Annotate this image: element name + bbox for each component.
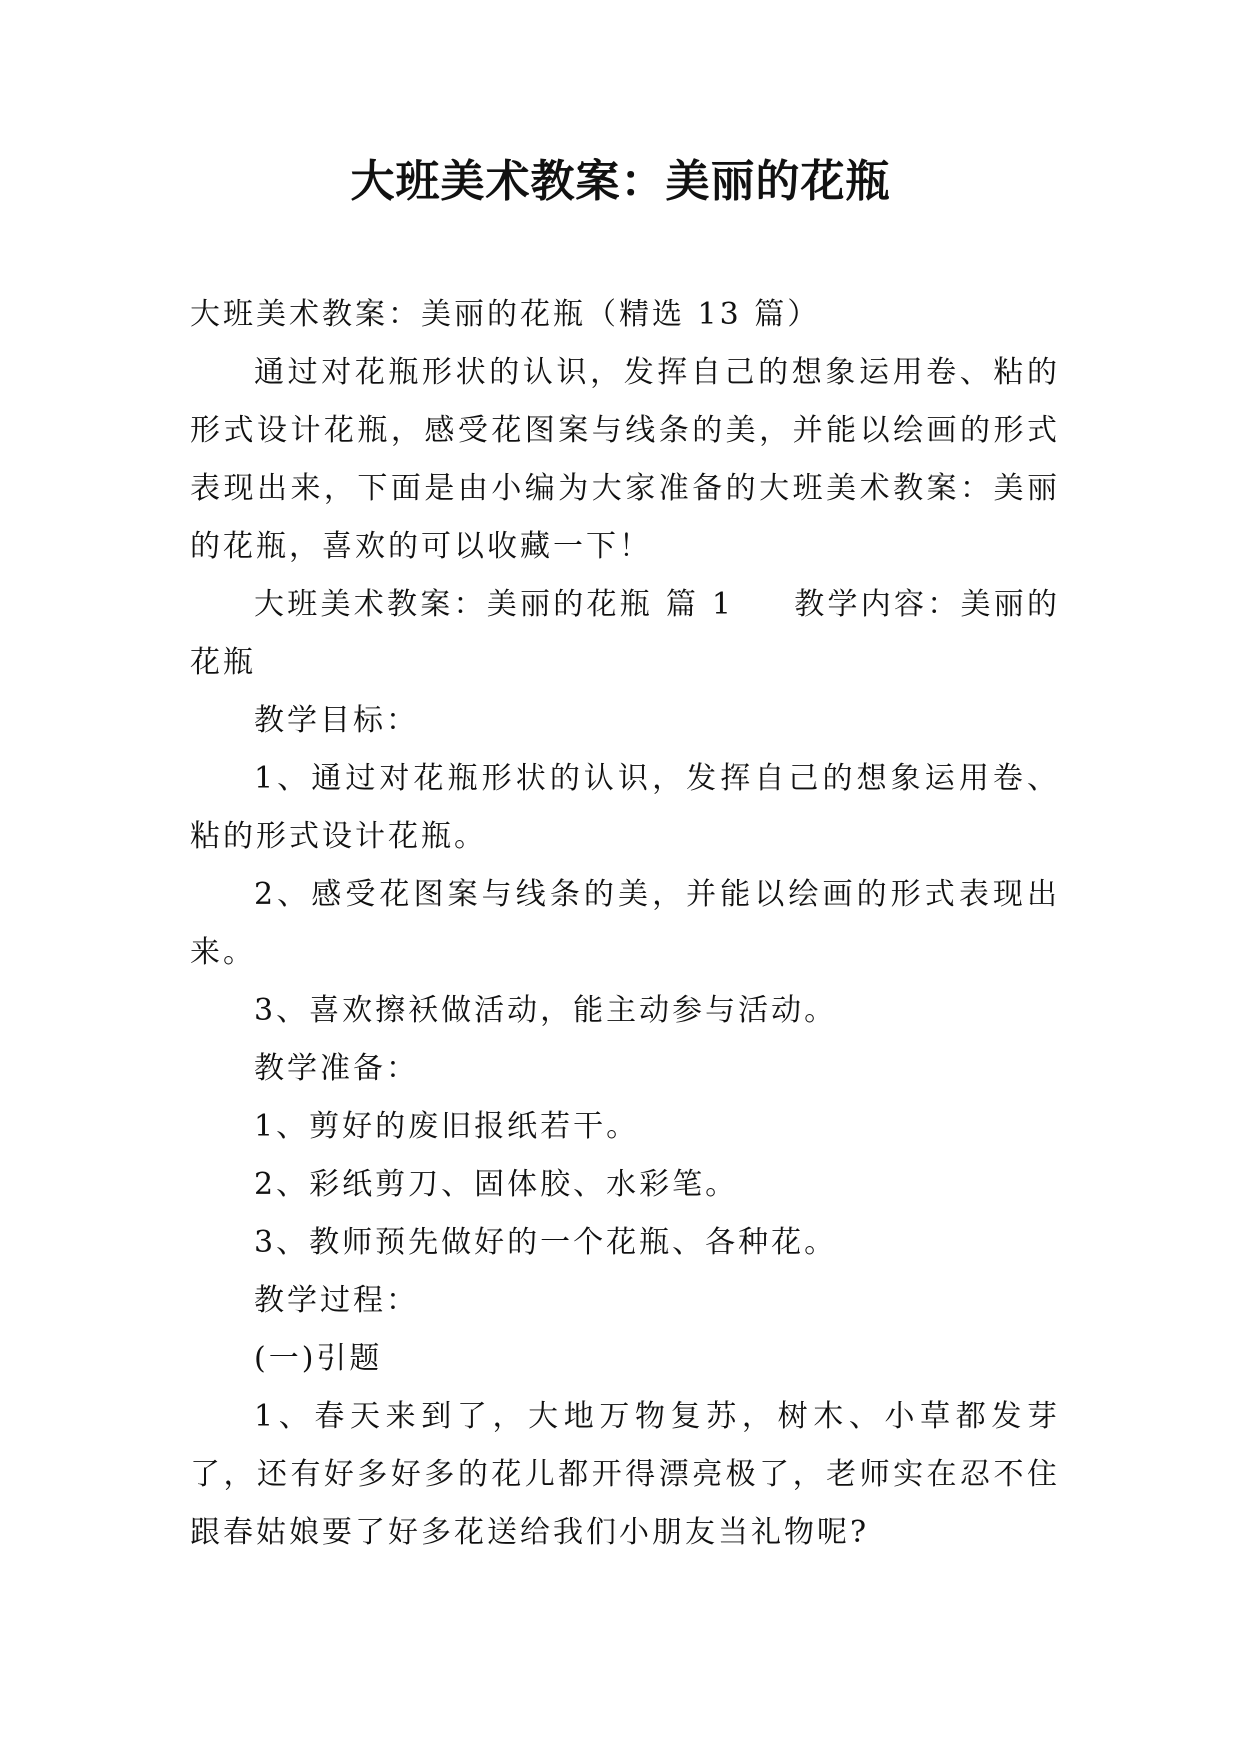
document-title: 大班美术教案：美丽的花瓶 <box>350 156 891 207</box>
prep-item-2: 2、彩纸剪刀、固体胶、水彩笔。 <box>254 1167 739 1202</box>
goal-item-1: 1、通过对花瓶形状的认识，发挥自己的想象运用卷、粘的形式设计花瓶。 <box>190 761 1060 854</box>
intro-paragraph: 通过对花瓶形状的认识，发挥自己的想象运用卷、粘的形式设计花瓶，感受花图案与线条的美，并能以绘画的形式表现出来，下面是由小编为大家准备的大班美术教案：美丽的花瓶，喜欢的可以收藏一下！ <box>190 355 1060 564</box>
subtitle-line: 大班美术教案：美丽的花瓶（精选 13 篇） <box>190 297 821 332</box>
goal-item-2: 2、感受花图案与线条的美，并能以绘画的形式表现出来。 <box>190 877 1060 970</box>
prep-item-3: 3、教师预先做好的一个花瓶、各种花。 <box>254 1225 838 1260</box>
goals-heading: 教学目标： <box>254 703 419 738</box>
process-heading: 教学过程： <box>254 1283 419 1318</box>
document-body <box>190 286 1060 1562</box>
section-heading-line <box>190 576 1060 692</box>
prep-heading: 教学准备： <box>254 1051 419 1086</box>
prep-item-1: 1、剪好的废旧报纸若干。 <box>254 1109 640 1144</box>
goal-item-3: 3、喜欢擦袄做活动，能主动参与活动。 <box>254 993 838 1028</box>
process-item-1: 1、春天来到了，大地万物复苏，树木、小草都发芽了，还有好多好多的花儿都开得漂亮极了，老师实在忍不住跟春姑娘要了好多花送给我们小朋友当礼物呢? <box>190 1399 1060 1550</box>
section-content: 教学内容：美丽的花瓶 <box>190 587 1060 680</box>
section-heading: 大班美术教案：美丽的花瓶 篇 1 <box>254 587 734 622</box>
process-subheading: (一)引题 <box>254 1341 383 1376</box>
